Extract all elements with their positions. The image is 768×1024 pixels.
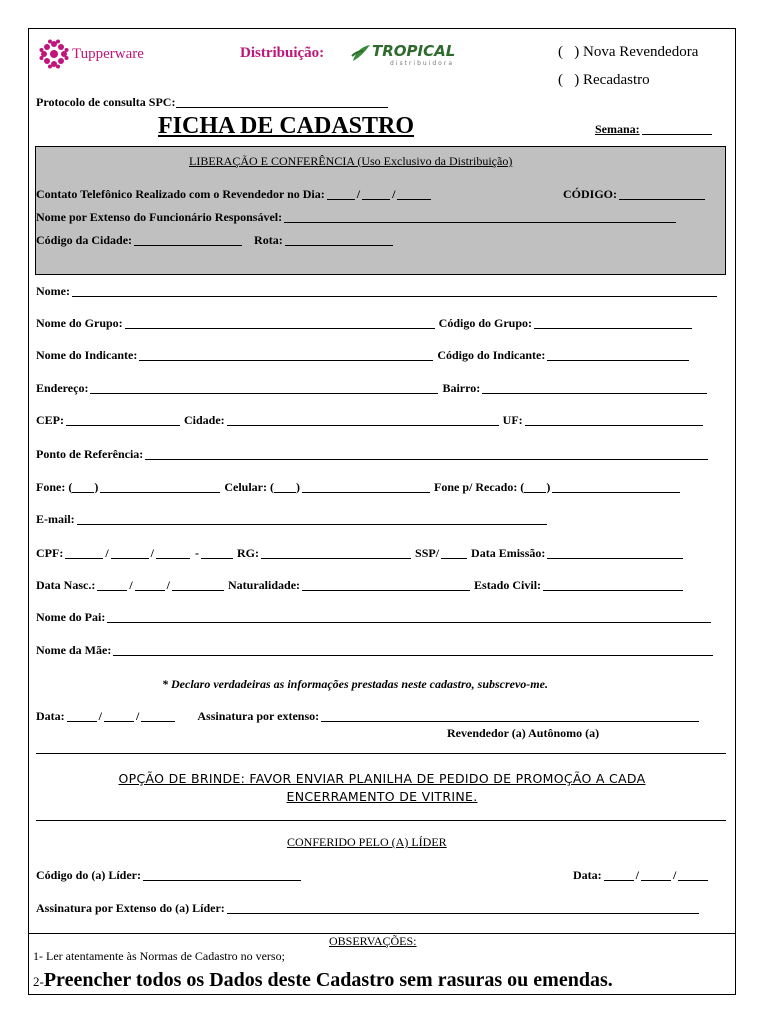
signature-day[interactable] — [67, 710, 97, 722]
indicante-label: Nome do Indicante: — [36, 348, 138, 362]
contact-year[interactable] — [397, 188, 431, 200]
grupo-input[interactable] — [125, 317, 435, 329]
distribution-label: Distribuição: — [240, 45, 325, 61]
signature-role: Revendedor (a) Autônomo (a) — [447, 726, 600, 740]
recado-ddd[interactable] — [524, 481, 546, 493]
city-code-input[interactable] — [134, 234, 242, 246]
fone-input[interactable] — [100, 481, 220, 493]
lider-code-label: Código do (a) Líder: — [36, 868, 141, 882]
lider-sign-input[interactable] — [227, 902, 699, 914]
nasc-year[interactable] — [172, 579, 224, 591]
obs-item-2-num: 2- — [33, 974, 44, 989]
mae-label: Nome da Mãe: — [36, 643, 112, 657]
lider-sign-label: Assinatura por Extenso do (a) Líder: — [36, 901, 225, 915]
nasc-label: Data Nasc.: — [36, 578, 96, 592]
week-label: Semana: — [595, 122, 640, 136]
route-input[interactable] — [285, 234, 393, 246]
emissao-label: Data Emissão: — [471, 546, 546, 560]
protocol-label: Protocolo de consulta SPC: — [36, 95, 176, 109]
mae-row — [36, 643, 715, 658]
naturalidade-label: Naturalidade: — [228, 578, 301, 592]
lider-sign-row — [36, 901, 701, 916]
tupperware-logo — [38, 38, 144, 70]
celular-input[interactable] — [302, 481, 430, 493]
contact-label: Contato Telefônico Realizado com o Revendedor no Dia: — [36, 187, 325, 201]
rg-label: RG: — [237, 546, 260, 560]
pai-label: Nome do Pai: — [36, 610, 106, 624]
nasc-month[interactable] — [135, 579, 165, 591]
brinde-line2: ENCERRAMENTO DE VITRINE. — [286, 789, 478, 804]
option-recad-label: Recadastro — [583, 72, 650, 88]
signature-row: Data: / / Assinatura por extenso: — [36, 709, 701, 724]
brand-name: Tupperware — [72, 45, 144, 62]
email-input[interactable] — [77, 513, 547, 525]
mae-input[interactable] — [113, 644, 713, 656]
tropical-wordmark: TROPICAL — [372, 42, 456, 60]
liberacao-heading: LIBERAÇÃO E CONFERÊNCIA (Uso Exclusivo da Distribuição) — [189, 154, 513, 168]
cpf-label: CPF: — [36, 546, 64, 560]
route-label: Rota: — [254, 233, 283, 247]
tropical-subtitle: distribuidora — [390, 60, 454, 67]
lider-code-row — [36, 868, 303, 883]
endereco-input[interactable] — [90, 382, 438, 394]
cidade-input[interactable] — [227, 414, 499, 426]
fone-label: Fone: ( — [36, 480, 73, 494]
celular-label: Celular: ( — [224, 480, 274, 494]
referencia-input[interactable] — [145, 448, 708, 460]
nasc-day[interactable] — [97, 579, 127, 591]
week-input[interactable] — [642, 123, 712, 135]
naturalidade-input[interactable] — [302, 579, 470, 591]
obs-item-1: 1- Ler atentamente às Normas de Cadastro no verso; — [33, 949, 285, 963]
fone-row: Fone: ( ) Celular: ( ) Fone p/ Recado: ( ) — [36, 480, 682, 495]
email-label: E-mail: — [36, 512, 75, 526]
lider-heading: CONFERIDO PELO (A) LÍDER — [287, 835, 447, 849]
codigo-row — [563, 187, 707, 202]
recado-label: Fone p/ Recado: ( — [433, 480, 525, 494]
uf-label: UF: — [502, 413, 523, 427]
grupo-label: Nome do Grupo: — [36, 316, 123, 330]
endereco-row — [36, 381, 709, 396]
codigo-input[interactable] — [619, 188, 705, 200]
cidade-label: Cidade: — [184, 413, 225, 427]
tropical-logo — [350, 40, 455, 68]
cpf-digit[interactable] — [201, 547, 233, 559]
lider-code-input[interactable] — [143, 869, 301, 881]
nasc-row: Data Nasc.: / / Naturalidade: Estado Civil: — [36, 578, 685, 593]
obs-heading: OBSERVAÇÕES: — [329, 934, 417, 948]
cpf-row: CPF: / / - RG: SSP/ Data Emissão: — [36, 546, 685, 561]
cpf-part2[interactable] — [111, 547, 149, 559]
rg-input[interactable] — [261, 547, 411, 559]
ssp-input[interactable] — [441, 547, 467, 559]
signature-month[interactable] — [104, 710, 134, 722]
signature-date-label: Data: — [36, 709, 65, 723]
option-recadastro[interactable] — [558, 72, 650, 89]
bairro-label: Bairro: — [442, 381, 481, 395]
celular-ddd[interactable] — [274, 481, 296, 493]
bairro-input[interactable] — [482, 382, 707, 394]
employee-row — [36, 210, 678, 225]
nome-label: Nome: — [36, 284, 70, 298]
cep-input[interactable] — [66, 414, 180, 426]
cpf-part3[interactable] — [156, 547, 190, 559]
lider-year[interactable] — [678, 869, 708, 881]
flower-icon — [38, 38, 70, 70]
pai-row — [36, 610, 713, 625]
civil-label: Estado Civil: — [474, 578, 542, 592]
recado-input[interactable] — [552, 481, 680, 493]
obs-item-2-text: Preencher todos os Dados deste Cadastro sem rasuras ou emendas. — [43, 969, 613, 991]
week-row — [595, 122, 714, 137]
city-code-label: Código da Cidade: — [36, 233, 133, 247]
indicante-row — [36, 348, 691, 363]
lider-day[interactable] — [604, 869, 634, 881]
option-nova-revendedora[interactable] — [558, 44, 698, 61]
codigo-indicante-input[interactable] — [547, 349, 689, 361]
checkbox-nova[interactable]: ( ) — [558, 44, 580, 60]
employee-input[interactable] — [284, 211, 676, 223]
checkbox-recad[interactable]: ( ) — [558, 72, 580, 88]
emissao-input[interactable] — [547, 547, 683, 559]
declaration-text: * Declaro verdadeiras as informações prestadas neste cadastro, subscrevo-me. — [162, 677, 548, 691]
protocol-row — [36, 95, 390, 110]
civil-input[interactable] — [543, 579, 683, 591]
divider-1 — [36, 753, 726, 754]
option-nova-label: Nova Revendedora — [583, 44, 699, 60]
protocol-input[interactable] — [176, 96, 388, 108]
nome-input[interactable] — [72, 285, 717, 297]
codigo-indicante-label: Código do Indicante: — [437, 348, 546, 362]
city-route-row — [36, 233, 395, 248]
signature-input[interactable] — [321, 710, 699, 722]
contact-day[interactable] — [327, 188, 355, 200]
divider-2 — [36, 820, 726, 821]
lider-month[interactable] — [641, 869, 671, 881]
cep-row — [36, 413, 705, 428]
employee-label: Nome por Extenso do Funcionário Responsável: — [36, 210, 283, 224]
obs-item-2 — [33, 969, 613, 992]
nome-row — [36, 284, 719, 299]
grupo-row — [36, 316, 694, 331]
email-row — [36, 512, 549, 527]
codigo-label: CÓDIGO: — [563, 187, 617, 201]
brinde-line1: OPÇÃO DE BRINDE: FAVOR ENVIAR PLANILHA DE PEDIDO DE PROMOÇÃO A CADA — [118, 771, 646, 786]
codigo-grupo-input[interactable] — [534, 317, 692, 329]
fone-ddd[interactable] — [72, 481, 94, 493]
signature-year[interactable] — [141, 710, 175, 722]
ssp-label: SSP/ — [415, 546, 440, 560]
endereco-label: Endereço: — [36, 381, 89, 395]
signature-label: Assinatura por extenso: — [197, 709, 320, 723]
page-title: FICHA DE CADASTRO — [158, 113, 415, 139]
cpf-part1[interactable] — [65, 547, 103, 559]
leaf-icon — [350, 42, 372, 64]
lider-date-row: Data: / / — [573, 868, 710, 883]
lider-date-label: Data: — [573, 868, 602, 882]
uf-input[interactable] — [525, 414, 703, 426]
referencia-row — [36, 447, 710, 462]
contact-row: Contato Telefônico Realizado com o Revendedor no Dia: / / — [36, 187, 433, 202]
cep-label: CEP: — [36, 413, 64, 427]
referencia-label: Ponto de Referência: — [36, 447, 144, 461]
contact-month[interactable] — [362, 188, 390, 200]
indicante-input[interactable] — [139, 349, 433, 361]
codigo-grupo-label: Código do Grupo: — [438, 316, 533, 330]
pai-input[interactable] — [107, 611, 711, 623]
